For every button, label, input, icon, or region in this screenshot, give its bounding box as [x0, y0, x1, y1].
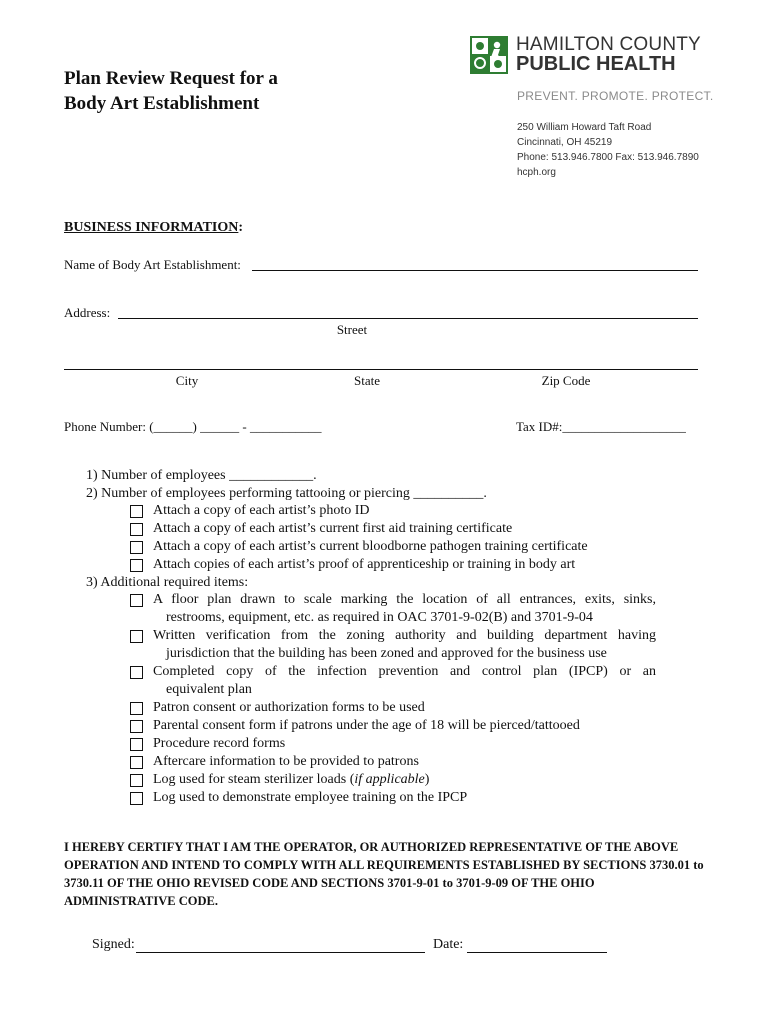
- contact-address-line2: Cincinnati, OH 45219: [517, 137, 613, 148]
- piercing-employee-count-item[interactable]: 2) Number of employees performing tattooing or piercing __________.: [86, 486, 487, 501]
- steam-log-prefix: Log used for steam sterilizer loads (: [153, 772, 355, 787]
- checklist-zoning-line2: jurisdiction that the building has been zoned and approved for the business use: [166, 646, 607, 661]
- address-label: Address:: [64, 305, 111, 320]
- checklist-parental-consent: Parental consent form if patrons under the age of 18 will be pierced/tattooed: [153, 718, 580, 733]
- establishment-name-label: Name of Body Art Establishment:: [64, 257, 241, 272]
- checklist-ipcp-line2: equivalent plan: [166, 682, 252, 697]
- page-title-line1: Plan Review Request for a: [64, 68, 278, 89]
- zip-caption: Zip Code: [541, 373, 591, 388]
- signed-label: Signed:: [92, 937, 135, 952]
- checkbox-first-aid[interactable]: [130, 523, 143, 536]
- certification-statement: I HEREBY CERTIFY THAT I AM THE OPERATOR, OR AUTHORIZED REPRESENTATIVE OF THE ABOVE OPERATION AND INTEND TO COMPLY WITH ALL REQUIREMENTS ESTABLISHED BY SECTIONS 3730.01 to 3730.11 OF THE OHIO REVISED CODE AND SECTIONS 3701-9-01 to 3701-9-09 OF THE OHIO ADMINISTRATIVE CODE.: [64, 840, 704, 908]
- steam-log-suffix: ): [424, 772, 430, 787]
- checklist-bloodborne: Attach a copy of each artist’s current bloodborne pathogen training certificate: [153, 539, 588, 554]
- steam-log-italic: if applicable: [354, 772, 425, 787]
- checkbox-steam-log[interactable]: [130, 774, 143, 787]
- contact-block: [517, 120, 699, 180]
- section-heading-colon: :: [238, 220, 244, 235]
- checklist-ipcp-line1: Completed copy of the infection prevention and control plan (IPCP) or an: [153, 664, 656, 679]
- checklist-patron-consent: Patron consent or authorization forms to be used: [153, 700, 425, 715]
- checkbox-aftercare[interactable]: [130, 756, 143, 769]
- street-field[interactable]: [118, 318, 698, 319]
- signature-field[interactable]: [136, 952, 425, 953]
- establishment-name-field[interactable]: [252, 270, 698, 271]
- phone-number-field[interactable]: Phone Number: (______) ______ - ___________: [64, 419, 322, 434]
- date-field[interactable]: [467, 952, 607, 953]
- checklist-aftercare: Aftercare information to be provided to patrons: [153, 754, 419, 769]
- city-caption: City: [175, 373, 199, 388]
- checklist-procedure-record: Procedure record forms: [153, 736, 286, 751]
- checkbox-floor-plan[interactable]: [130, 594, 143, 607]
- section-heading-text: BUSINESS INFORMATION: [64, 220, 239, 235]
- org-name-line2: PUBLIC HEALTH: [516, 53, 676, 75]
- org-tagline: PREVENT. PROMOTE. PROTECT.: [517, 89, 714, 103]
- checkbox-ipcp[interactable]: [130, 666, 143, 679]
- contact-phone-fax: Phone: 513.946.7800 Fax: 513.946.7890: [517, 152, 699, 163]
- checkbox-parental-consent[interactable]: [130, 720, 143, 733]
- org-name-line1: HAMILTON COUNTY: [516, 34, 701, 55]
- contact-address-line1: 250 William Howard Taft Road: [517, 122, 652, 133]
- state-caption: State: [354, 373, 380, 388]
- checklist-zoning-line1: Written verification from the zoning authority and building department having: [153, 628, 656, 643]
- date-label: Date:: [433, 937, 464, 952]
- checklist-floor-plan-line2: restrooms, equipment, etc. as required in OAC 3701-9-02(B) and 3701-9-04: [166, 610, 593, 625]
- contact-website[interactable]: hcph.org: [517, 167, 556, 178]
- checklist-training-log: Log used to demonstrate employee training on the IPCP: [153, 790, 468, 805]
- additional-items-heading: 3) Additional required items:: [86, 575, 249, 590]
- checkbox-training-log[interactable]: [130, 792, 143, 805]
- checklist-floor-plan-line1: A floor plan drawn to scale marking the location of all entrances, exits, sinks,: [153, 592, 656, 607]
- checklist-steam-log: [153, 772, 429, 788]
- city-state-zip-field[interactable]: [64, 369, 698, 370]
- employee-count-item[interactable]: 1) Number of employees ____________.: [86, 468, 317, 483]
- checkbox-procedure-record[interactable]: [130, 738, 143, 751]
- checkbox-patron-consent[interactable]: [130, 702, 143, 715]
- tax-id-field[interactable]: Tax ID#:___________________: [516, 419, 686, 434]
- checklist-first-aid: Attach a copy of each artist’s current first aid training certificate: [153, 521, 513, 536]
- street-caption: Street: [336, 322, 368, 337]
- page-title-line2: Body Art Establishment: [64, 93, 260, 114]
- section-heading-business: [64, 220, 243, 236]
- checkbox-zoning[interactable]: [130, 630, 143, 643]
- page-title: [64, 66, 278, 116]
- hcph-logo-icon: [470, 36, 508, 74]
- checklist-apprenticeship: Attach copies of each artist’s proof of apprenticeship or training in body art: [153, 557, 576, 572]
- checkbox-apprenticeship[interactable]: [130, 559, 143, 572]
- checkbox-photo-id[interactable]: [130, 505, 143, 518]
- checklist-photo-id: Attach a copy of each artist’s photo ID: [153, 503, 370, 518]
- checkbox-bloodborne[interactable]: [130, 541, 143, 554]
